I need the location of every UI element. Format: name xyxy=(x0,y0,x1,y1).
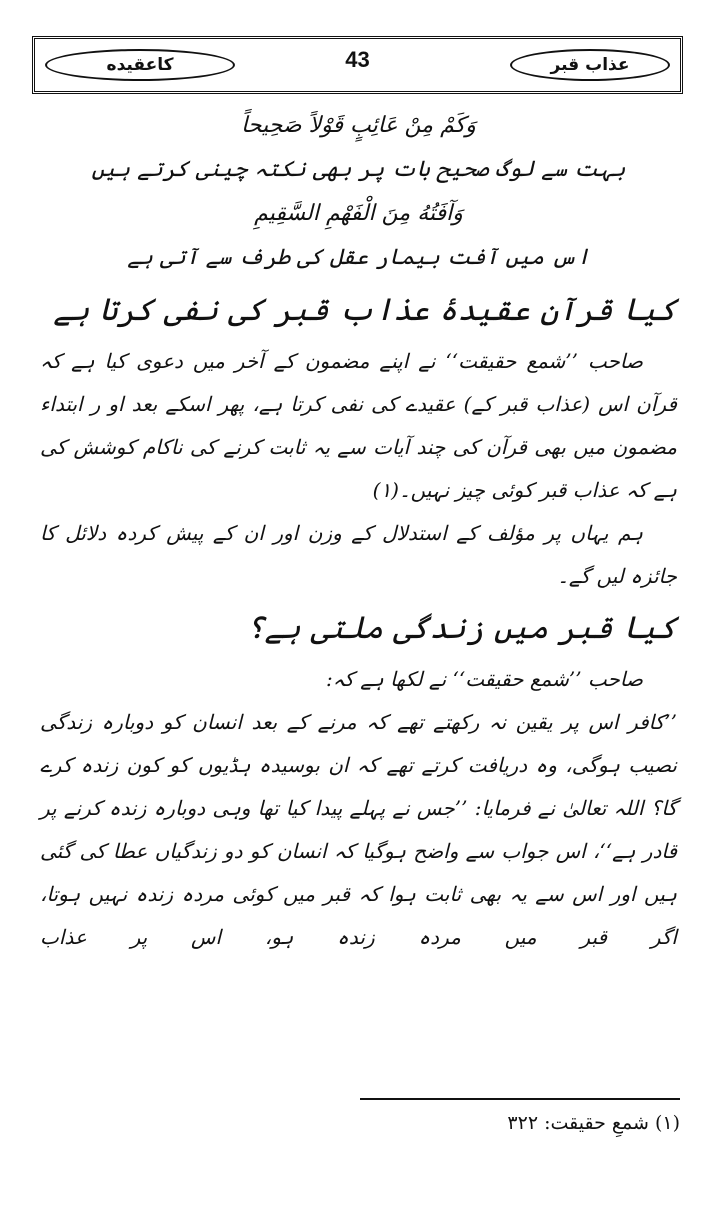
page-body xyxy=(40,104,677,959)
verse-translation-1: بہت سے لوگ صحیح بات پر بھی نکتہ چینی کرتے ہیں xyxy=(91,157,626,182)
paragraph-1: صاحب ’’شمع حقیقت‘‘ نے اپنے مضمون کے آخر میں دعوی کیا ہے کہ قرآن اس (عذاب قبر کے) عقیدے کی نفی کرتا ہے، پھر اسکے بعد او ر ابتداء مضمون میں بھی قرآن کی چند آیات سے یہ ثابت کرنے کی ناکام کوشش کی ہے کہ عذاب قبر کوئی چیز نہیں۔(۱) xyxy=(40,349,677,502)
page-header xyxy=(32,36,683,94)
paragraph-2: ہم یہاں پر مؤلف کے استدلال کے وزن اور ان کے پیش کردہ دلائل کا جائزہ لیں گے۔ xyxy=(40,521,677,588)
page-number: 43 xyxy=(345,47,370,72)
verse-arabic-2: وَآفَتُهُ مِنَ الْفَهْمِ السَّقِيمِ xyxy=(254,201,463,226)
section-heading-1: کیا قرآن عقیدۂ عذاب قبر کی نفی کرتا ہے xyxy=(53,292,677,328)
verse-arabic-1: وَكَمْ مِنْ عَائِبٍ قَوْلاً صَحِيحاً xyxy=(241,113,476,138)
verse-translation-2: اس میں آفت بیمار عقل کی طرف سے آتی ہے xyxy=(127,245,590,270)
header-right-label: عذاب قبر xyxy=(510,49,670,81)
footnote: (۱) شمعِ حقیقت: ۳۲۲ xyxy=(507,1112,680,1134)
section-heading-2: کیا قبر میں زندگی ملتی ہے؟ xyxy=(246,610,677,646)
footnote-divider xyxy=(360,1098,680,1100)
header-left-label: كاعقيده xyxy=(45,49,235,81)
quote-paragraph: ’’کافر اس پر یقین نہ رکھتے تھے کہ مرنے کے بعد انسان کو دوبارہ زندگی نصیب ہوگی، وہ دریافت کرتے تھے کہ ان بوسیدہ ہڈیوں کو کون زندہ کرے گا؟ اللہ تعالیٰ نے فرمایا: ’’جس نے پہلے پیدا کیا تھا وہی دوبارہ زندہ کرنے پر قادر ہے‘‘، اس جواب سے واضح ہوگیا کہ انسان کو دو زندگیاں عطا کی گئی ہیں اور اس سے یہ بھی ثابت ہوا کہ قبر میں کوئی مردہ زندہ نہیں ہوتا، اگر قبر میں مردہ زندہ ہو، اس پر عذاب xyxy=(40,710,677,949)
quote-intro: صاحب ’’شمع حقیقت‘‘ نے لکھا ہے کہ: xyxy=(325,667,643,691)
